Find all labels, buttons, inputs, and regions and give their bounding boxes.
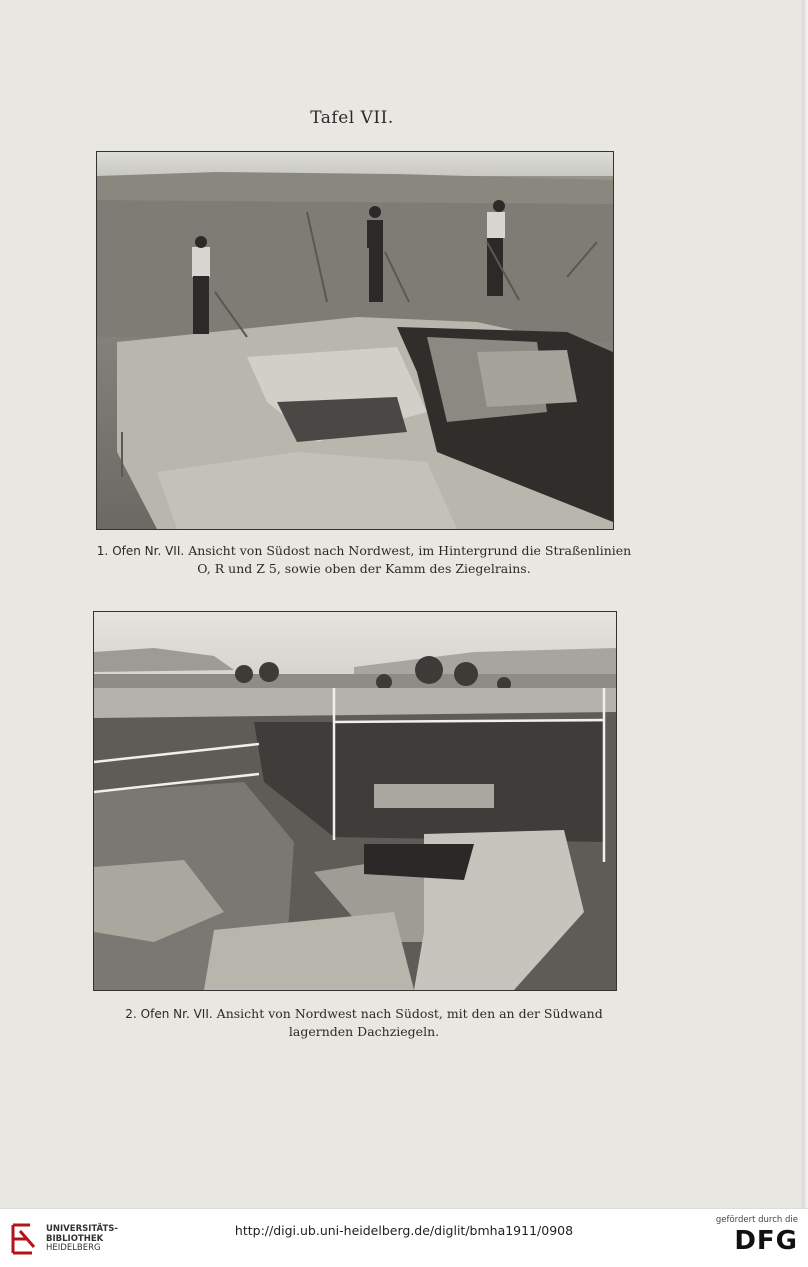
figure-1-caption-text1: Ansicht von Südost nach Nordwest, im Hintergrund die Straßenlinien — [188, 543, 632, 558]
page-edge — [802, 0, 808, 1208]
figure-1-caption-line2: O, R und Z 5, sowie oben der Kamm des Ziegelrains. — [197, 561, 531, 576]
dfg-sponsor[interactable] — [708, 1215, 798, 1263]
figure-2-caption-line2: lagernden Dachziegeln. — [288, 1024, 440, 1039]
figure-1-caption — [60, 542, 668, 578]
photo-kiln-northwest-view — [93, 611, 617, 991]
digitization-footer — [0, 1208, 808, 1267]
figure-1-number: 1. — [96, 544, 109, 558]
figure-1-label: Ofen Nr. VII. — [112, 544, 185, 558]
figure-1-caption-line1 — [60, 542, 668, 560]
sponsor-label: gefördert durch die — [715, 1215, 798, 1225]
permalink-url[interactable]: http://digi.ub.uni-heidelberg.de/diglit/bmha1911/0908 — [234, 1223, 574, 1238]
logo-line1: UNIVERSITÄTS- — [46, 1224, 118, 1234]
plate-title: Tafel VII. — [310, 108, 394, 128]
photo-kiln-southeast-view — [96, 151, 614, 530]
logo-line2: BIBLIOTHEK — [46, 1233, 104, 1244]
figure-2-caption-text1: Ansicht von Nordwest nach Südost, mit den an der Südwand — [216, 1006, 603, 1021]
figure-2-label: Ofen Nr. VII. — [140, 1007, 213, 1021]
logo-line3: HEIDELBERG — [46, 1243, 101, 1253]
dfg-logo: DFG — [734, 1226, 798, 1256]
figure-2-caption-line1 — [80, 1005, 648, 1023]
figure-2-caption — [80, 1005, 648, 1041]
figure-2-number: 2. — [125, 1007, 137, 1021]
